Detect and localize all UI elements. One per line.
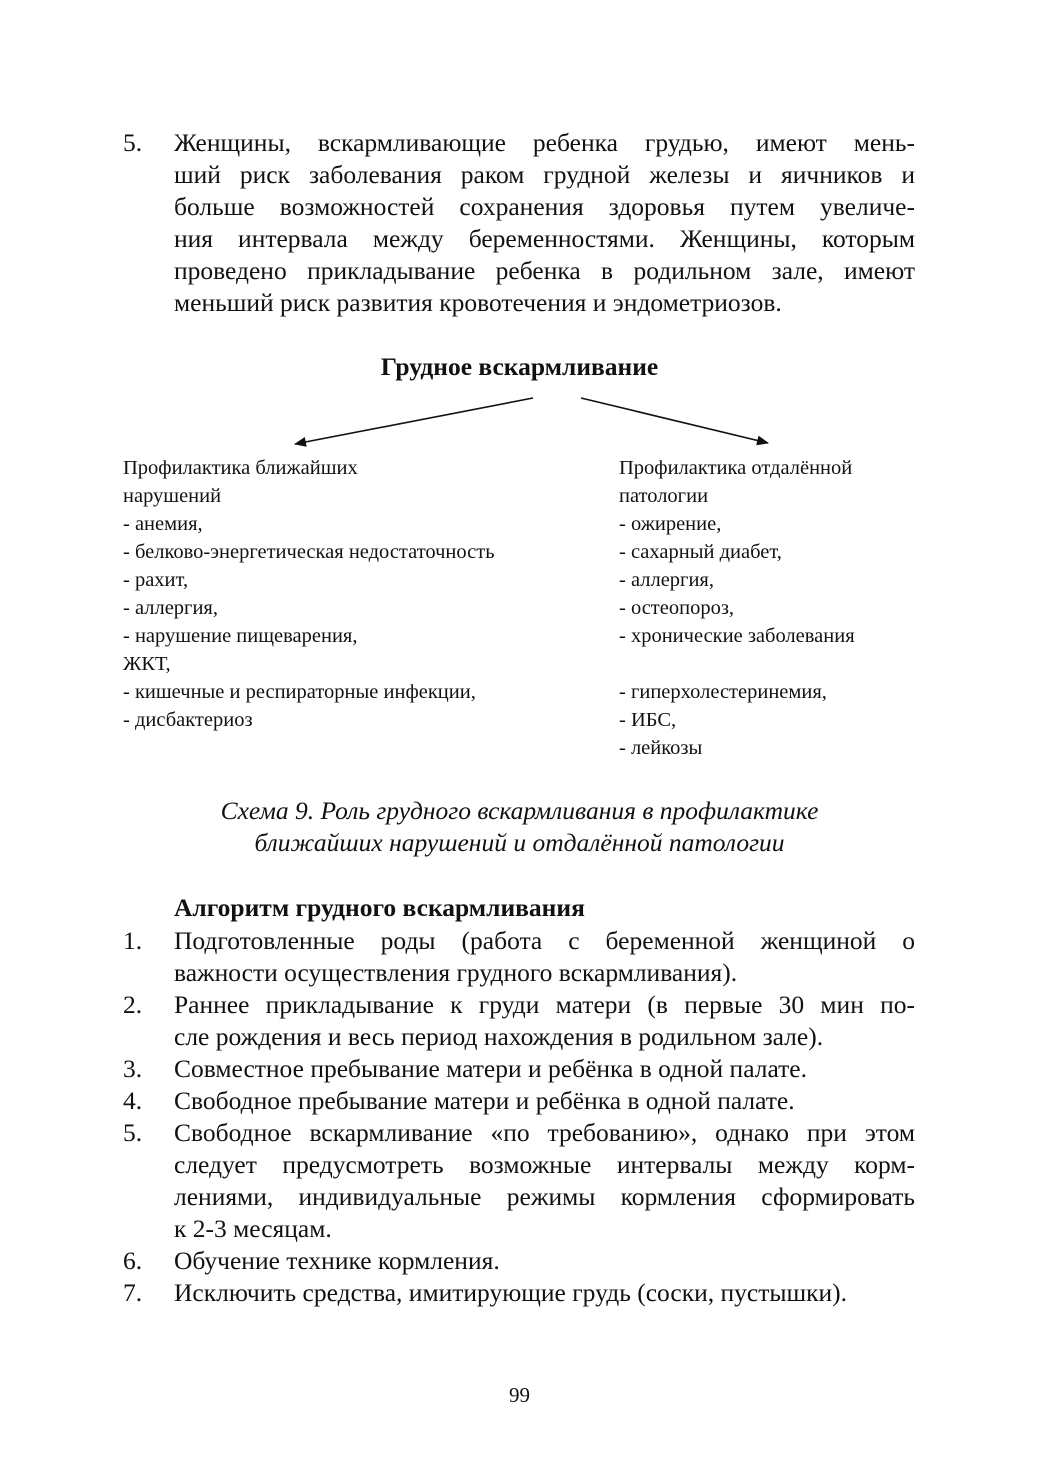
right-col-line-10: - ИБС, xyxy=(619,709,677,731)
left-col-line-7: - нарушение пищеварения, xyxy=(123,625,358,647)
page-number: 99 xyxy=(509,1383,530,1407)
scheme-arrows xyxy=(0,0,1039,460)
scheme-title: Грудное вскармливание xyxy=(380,352,659,381)
algo-item-5-line-3: лениями, индивидуальные режимы кормления сформировать xyxy=(174,1182,915,1211)
algo-item-2-line-1: Раннее прикладывание к груди матери (в первые 30 мин по- xyxy=(174,990,915,1019)
left-col-line-10: - дисбактериоз xyxy=(123,709,253,731)
arrow-right xyxy=(581,398,768,443)
algo-item-7-line-1: Исключить средства, имитирующие грудь (соски, пустышки). xyxy=(174,1278,848,1307)
item-5-line-2: ший риск заболевания раком грудной железы и яичников и xyxy=(174,160,915,189)
scheme-caption-line-1: Схема 9. Роль грудного вскармливания в профилактике xyxy=(220,796,819,825)
right-col-line-9: - гиперхолестеринемия, xyxy=(619,681,827,703)
item-5-line-5: проведено прикладывание ребенка в родильном зале, имеют xyxy=(174,256,915,285)
algo-item-2-number: 2. xyxy=(123,990,143,1019)
algo-item-1-line-1: Подготовленные роды (работа с беременной женщиной о xyxy=(174,926,915,955)
algo-item-1-line-2: важности осуществления грудного вскармливания). xyxy=(174,958,738,987)
left-col-line-1: Профилактика ближайших xyxy=(123,457,358,479)
left-col-line-8: ЖКТ, xyxy=(123,653,171,675)
algo-item-1-number: 1. xyxy=(123,926,143,955)
algo-item-5-number: 5. xyxy=(123,1118,143,1147)
left-col-line-4: - белково-энергетическая недостаточность xyxy=(123,541,495,563)
algo-item-2-line-2: сле рождения и весь период нахождения в родильном зале). xyxy=(174,1022,824,1051)
algo-item-5-line-1: Свободное вскармливание «по требованию», однако при этом xyxy=(174,1118,915,1147)
left-col-line-2: нарушений xyxy=(123,485,222,507)
right-col-line-1: Профилактика отдалённой xyxy=(619,457,853,479)
left-col-line-6: - аллергия, xyxy=(123,597,218,619)
algo-item-6-number: 6. xyxy=(123,1246,143,1275)
item-5-line-1: Женщины, вскармливающие ребенка грудью, имеют мень- xyxy=(174,128,915,157)
right-col-line-11: - лейкозы xyxy=(619,737,703,759)
algo-item-5-line-2: следует предусмотреть возможные интервалы между корм- xyxy=(174,1150,915,1179)
algo-item-4-number: 4. xyxy=(123,1086,143,1115)
scheme-caption-line-2: ближайших нарушений и отдалённой патологии xyxy=(254,828,785,857)
algo-item-3-number: 3. xyxy=(123,1054,143,1083)
right-col-line-6: - остеопороз, xyxy=(619,597,735,619)
right-col-line-3: - ожирение, xyxy=(619,513,722,535)
algo-item-5-line-4: к 2-3 месяцам. xyxy=(174,1214,332,1243)
algorithm-title: Алгоритм грудного вскармливания xyxy=(174,893,585,922)
right-col-line-2: патологии xyxy=(619,485,709,507)
item-5-line-4: ния интервала между беременностями. Женщины, которым xyxy=(174,224,915,253)
left-col-line-3: - анемия, xyxy=(123,513,203,535)
left-col-line-9: - кишечные и респираторные инфекции, xyxy=(123,681,476,703)
right-col-line-5: - аллергия, xyxy=(619,569,714,591)
item-5-number: 5. xyxy=(123,128,143,157)
algo-item-4-line-1: Свободное пребывание матери и ребёнка в одной палате. xyxy=(174,1086,795,1115)
item-5-line-6: меньший риск развития кровотечения и эндометриозов. xyxy=(174,288,782,317)
algo-item-7-number: 7. xyxy=(123,1278,143,1307)
arrow-left xyxy=(295,398,533,444)
right-col-line-4: - сахарный диабет, xyxy=(619,541,782,563)
right-col-line-7: - хронические заболевания xyxy=(619,625,855,647)
left-col-line-5: - рахит, xyxy=(123,569,189,591)
algo-item-3-line-1: Совместное пребывание матери и ребёнка в одной палате. xyxy=(174,1054,807,1083)
algo-item-6-line-1: Обучение технике кормления. xyxy=(174,1246,500,1275)
item-5-line-3: больше возможностей сохранения здоровья путем увеличе- xyxy=(174,192,915,221)
